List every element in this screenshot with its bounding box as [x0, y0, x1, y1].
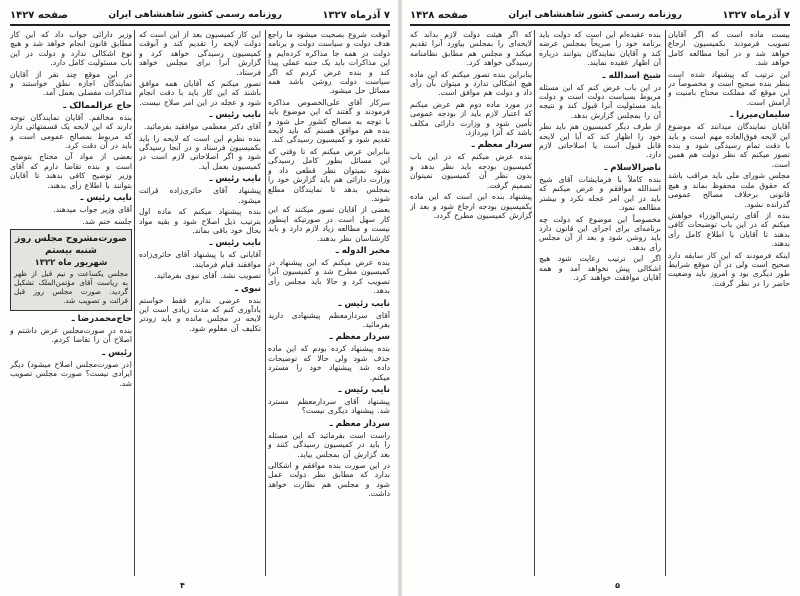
paragraph: آقای سردارمعظم پیشنهادی دارید بفرمائید. [268, 310, 390, 329]
paragraph: پیشنهاد بنده این است که این ماده بکمیسیون بودجه ارجاع شود و بعد از گزارش کمیسیون مطرح گردد. [410, 192, 532, 220]
column-rule [534, 30, 535, 576]
speaker-name: ناصرالاسلام ـ [604, 162, 661, 173]
speaker-name: حاج‌محمدرضا ـ [71, 313, 132, 324]
page-number: ۵ [615, 581, 620, 590]
text-column [668, 30, 790, 576]
paragraph: (در صورت‌مجلس اصلاح میشود) دیگر ایرادی نیست؟ صورت مجلس تصویب شد. [10, 359, 132, 388]
paragraph: این ترتیب که پیشنهاد شده است بنظر بنده صحیح است و مخصوصاً در این موقع که مملکت محتاج بامنیت و آرامش است. [668, 69, 790, 107]
paragraph: بنده پیشنهاد میکنم که ماده اول بترتیب ذیل اصلاح شود و بقیه مواد بحال خود باقی بماند. [139, 207, 261, 235]
speaker-name: نایب رئیس ـ [209, 174, 261, 185]
paragraph: که اگر هیئت دولت لازم بداند که لایحه‌ای را بمجلس بیاورد آنرا تقدیم میکند و مجلس هم مطابق نظامنامه رسیدگی خواهد کرد. [410, 30, 532, 68]
paragraph: مجلس شورای ملی باید مراقب باشد که حقوق ملت محفوظ بماند و هیچ قانونی برخلاف مصالح عمومی گذرانده نشود. [668, 171, 790, 209]
left-page-header [10, 7, 390, 23]
header-newspaper-name: روزنامه رسمی کشور شاهنشاهی ایران [508, 10, 682, 20]
header-rule [410, 24, 790, 26]
paragraph: بنده از آقای رئیس‌الوزراء خواهش میکنم که در این باب توضیحات کافی بدهند تا آقایان با اطلاع کامل رأی بدهند. [668, 210, 790, 249]
paragraph: راست است بفرمائید که این مسئله را باید در کمیسیون رسیدگی کنند و بعد گزارش آن بمجلس بیاید. [268, 430, 390, 459]
header-newspaper-name: روزنامه رسمی کشور شاهنشاهی ایران [108, 10, 282, 20]
text-column [268, 30, 390, 576]
paragraph: سرکار آقای علی‌الخصوص مذاکره فرمودند و گفتند که این موضوع باید با توجه به مصالح کشور حل شود و بنده هم موافق هستم که باید لایحه تقدیم شود و کمیسیون رسیدگی کند. [268, 97, 390, 145]
session-heading-text: مجلس یکساعت و نیم قبل از ظهر به ریاست آقای مؤتمن‌الملک تشکیل گردید. صورت مجلس روز قبل قرائت و تصویب شد. [14, 268, 128, 305]
speaker-name: نایب رئیس ـ [338, 385, 390, 395]
speaker-name: نبوی ـ [235, 283, 261, 294]
right-page-columns [410, 30, 790, 576]
speaker-name: رئیس ـ [102, 347, 132, 358]
paragraph: آنوقت شروع بصحبت میشود ما راجع هدف دولت و سیاست دولت و برنامه دولت در همه جا مذاکره کرده‌ایم و این مذاکرات باید یک جنبه عملی پیدا کند و بنده عرض کردم که اگر سیاست دولت روشن باشد همه مسائل حل میشود. [268, 30, 390, 96]
paragraph: بنابراین بنده تصور میکنم که این ماده هیچ اشکالی ندارد و میتوان بآن رأی داد و دولت هم موافق است. [410, 69, 532, 98]
speaker-name: سردار معظم ـ [471, 140, 532, 151]
speaker-name: نایب رئیس ـ [80, 193, 132, 204]
page-number: ۴ [180, 581, 185, 590]
paragraph: این کار کمیسیون بعد از این است که دولت لایحه را تقدیم کند و آنوقت کمیسیون رسیدگی خواهد کرد و گزارش آنرا برای مجلس خواهد فرستاد. [139, 30, 261, 77]
column-fade [668, 562, 790, 576]
book-gutter [398, 0, 402, 596]
paragraph: در این باب عرض کنم که این مسئله مربوط بسیاست دولت است و دولت باید مسئولیت آنرا قبول کند و نتیجه آن را بمجلس گزارش بدهد. [539, 82, 661, 120]
column-fade [539, 562, 661, 576]
text-column [410, 30, 532, 576]
session-heading-box [10, 229, 132, 311]
paragraph: اگر این ترتیب رعایت شود هیچ اشکالی پیش نخواهد آمد و همه آقایان موافقت خواهند کرد. [539, 254, 661, 282]
paragraph: اینکه فرمودند که این کار سابقه دارد صحیح است ولی در آن موقع شرایط طور دیگری بود و امروز باید وضعیت حاضر را در نظر گرفت. [668, 250, 790, 288]
column-rule [665, 30, 666, 576]
text-column [139, 30, 261, 576]
paragraph: در این صورت بنده موافقم و اشکالی ندارد که مطابق نظر دولت عمل شود و مجلس هم نظارت خواهد داشت. [268, 461, 390, 499]
text-column [10, 30, 132, 576]
paragraph: جلسه ختم شد. [82, 216, 132, 226]
paragraph: پیشنهاد آقای حائری‌زاده قرائت میشود. [139, 186, 261, 205]
paragraph: آقایانی که با پیشنهاد آقای حائری‌زاده موافقند قیام فرمایند. [139, 250, 261, 269]
paragraph: آقای وزیر جواب میدهند. [53, 205, 132, 215]
speaker-name: شیخ اسدالله ـ [602, 70, 661, 81]
paragraph: بنده در صورت‌مجلس عرض داشتم و اصلاح آن را تقاضا کردم. [10, 325, 132, 345]
paragraph: بنده کاملاً با فرمایشات آقای شیخ اسدالله موافقم و عرض میکنم که باید در این امر عجله نکرد و بیشتر مطالعه نمود. [539, 174, 661, 213]
speaker-name: سردار معظم ـ [329, 332, 390, 343]
header-page-label: صفحه ۱۴۲۸ [410, 9, 469, 21]
speaker-name: نایب رئیس ـ [338, 298, 390, 309]
paragraph: بعضی از مواد آن محتاج بتوضیح است و بنده تقاضا دارم که آقای وزیر توضیح کافی بدهند تا آقایان بتوانند با اطلاع رأی بدهند. [10, 152, 132, 190]
column-rule [134, 30, 135, 576]
speaker-name: نایب رئیس ـ [209, 110, 261, 121]
header-date: ۷ آذرماه ۱۳۲۷ [722, 9, 790, 21]
paragraph: بنده نظرم این است که لایحه را باید بکمیسیون فرستاد و در آنجا رسیدگی شود و اگر اصلاحاتی لازم است در کمیسیون بعمل آید. [139, 133, 261, 171]
speaker-name: نایب رئیس ـ [209, 238, 261, 249]
column-rule [265, 30, 266, 576]
paragraph: بیست ماده است که اگر آقایان تصویب فرمودند بکمیسیون ارجاع خواهد شد و در آنجا مطالعه کامل خواهد شد. [668, 30, 790, 68]
left-page-columns [10, 30, 390, 576]
session-heading-date: شهریور ماه ۱۳۲۲ [34, 257, 108, 268]
paragraph: در مورد ماده دوم هم عرض میکنم که اعتبار لازم باید از بودجه عمومی تأمین شود و وزارت دارائی مکلف باشد که آنرا بپردازد. [410, 99, 532, 138]
session-heading-title: صورت‌مشروح مجلس روز شنبه بیستم [15, 233, 127, 256]
paragraph: بنده عقیده‌ام این است که دولت باید برنامه خود را صریحاً بمجلس عرضه کند و آقایان نمایندگان بتوانند درباره آن اظهار عقیده نمایند. [539, 30, 661, 68]
speaker-name: مخبر الدوله ـ [335, 245, 390, 256]
header-date: ۷ آذرماه ۱۳۲۷ [322, 9, 390, 21]
paragraph: بنابراین عرض میکنم که تا وقتی که این مسائل بطور کامل رسیدگی نشود نمیتوان نظر قطعی داد و وزارت دارائی هم باید گزارش خود را بمجلس بدهد تا نمایندگان مطلع شوند. [268, 146, 390, 203]
paragraph: بنده پیشنهاد کرده بودم که این ماده حذف شود ولی حالا که توضیحات داده شد پیشنهاد خود را مسترد میکنم. [268, 344, 390, 382]
header-page-label: صفحه ۱۴۲۷ [10, 9, 69, 21]
speaker-name: حاج عزالممالک ـ [63, 100, 132, 111]
speaker-name: سردار معظم ـ [329, 418, 390, 429]
column-fade [10, 562, 132, 576]
paragraph: پیشنهاد آقای سردارمعظم مسترد شد. پیشنهاد دیگری نیست؟ [268, 397, 390, 416]
paragraph: بنده عرض میکنم که در این باب کمیسیون بودجه باید نظر بدهد و بدون نظر آن کمیسیون نمیتوان تصمیم گرفت. [410, 152, 532, 190]
paragraph: مخصوصاً این موضوع که دولت چه برنامه‌ای برای اجرای این قانون دارد باید روشن شود و بعد از آن مجلس رأی بدهد. [539, 214, 661, 252]
paragraph: بنده عرض میکنم که این پیشنهاد در کمیسیون مطرح شد و کمیسیون آنرا تصویب کرد و حالا باید مجلس رأی بدهد. [268, 257, 390, 296]
paragraph: آقایان نمایندگان میدانند که موضوع این لایحه فوق‌العاده مهم است و باید با دقت تمام رسیدگی شود و بنده تصور میکنم که نظر دولت هم همین است. [668, 122, 790, 169]
paragraph: در این موقع چند نفر از آقایان نمایندگان اجازه نطق خواستند و مذاکرات مفصلی بعمل آمد. [10, 69, 132, 98]
right-page-header [410, 7, 790, 23]
column-fade [268, 562, 390, 576]
speaker-name: سلیمان‌میرزا ـ [730, 110, 790, 121]
paragraph: آقای دکتر معظمی موافقید بفرمائید. [144, 122, 261, 132]
column-fade [410, 562, 532, 576]
paragraph: بعضی از آقایان تصور میکنند که این کار سهل است در صورتیکه اینطور نیست و مطالعه زیاد لازم دارد و باید کارشناسان نظر بدهند. [268, 205, 390, 243]
paragraph: بنده عرضی ندارم فقط خواستم یادآوری کنم که مدت زیادی است این لایحه در مجلس مانده و باید زودتر تکلیف آن معلوم شود. [139, 295, 261, 333]
column-fade [139, 562, 261, 576]
paragraph: بنده مخالفم. آقایان نمایندگان توجه دارند که این لایحه یک قسمتهائی دارد که مربوط بمصالح عمومی است و باید در آن دقت کرد. [10, 112, 132, 151]
paragraph: وزیر دارائی جواب داد که این کار مطابق قانون انجام خواهد شد و هیچ نوع اشکالی ندارد و دولت در این باب مسئولیت کامل دارد. [10, 30, 132, 68]
paragraph: از طرف دیگر کمیسیون هم باید نظر خود را اظهار کند که آیا این لایحه قابل قبول است یا اصلاحاتی لازم دارد. [539, 122, 661, 160]
paragraph: تصویب نشد. آقای نبوی بفرمائید. [154, 271, 261, 281]
header-rule [10, 24, 390, 26]
right-page [400, 0, 800, 596]
text-column [539, 30, 661, 576]
paragraph: تصور میکنم که آقایان همه موافق باشند که این کار باید با دقت انجام شود و عجله در این امر صلاح نیست. [139, 79, 261, 107]
